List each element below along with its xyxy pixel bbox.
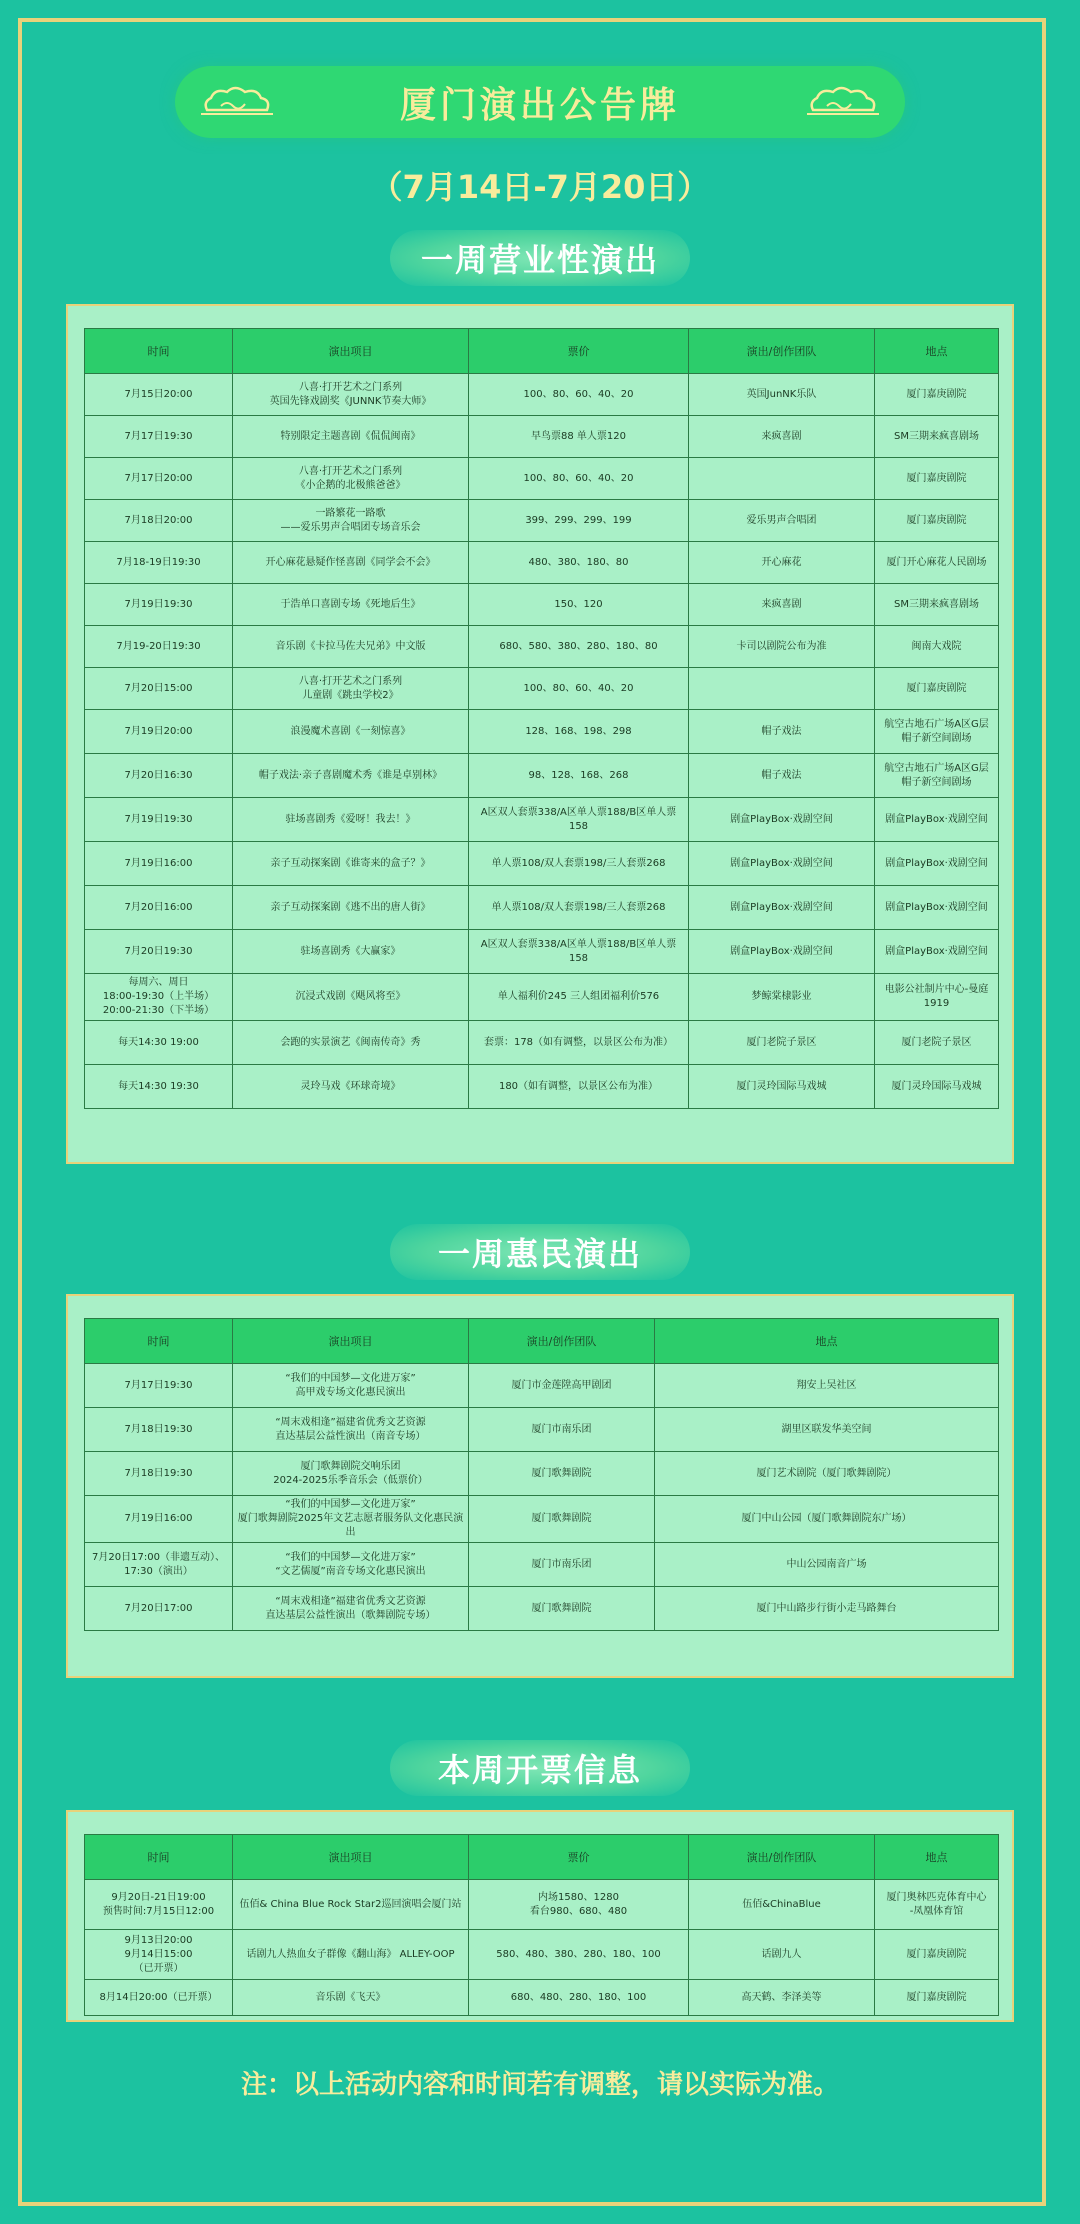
table-row bbox=[85, 842, 999, 886]
table-cell: 套票：178（如有调整，以景区公布为准） bbox=[469, 1021, 689, 1065]
table-cell: 特别限定主题喜剧《侃侃闽南》 bbox=[233, 416, 469, 458]
table-cell: 剧盒PlayBox·戏剧空间 bbox=[689, 930, 875, 974]
table-cell: 128、168、198、298 bbox=[469, 710, 689, 754]
column-header: 票价 bbox=[469, 1835, 689, 1880]
table-cell: 剧盒PlayBox·戏剧空间 bbox=[689, 798, 875, 842]
table-cell: 7月18日19:30 bbox=[85, 1408, 233, 1452]
auspicious-cloud-icon bbox=[807, 82, 879, 122]
table-cell: 伍佰& China Blue Rock Star2巡回演唱会厦门站 bbox=[233, 1880, 469, 1930]
column-header: 演出/创作团队 bbox=[689, 1835, 875, 1880]
column-header: 地点 bbox=[875, 329, 999, 374]
table-cell: 厦门嘉庚剧院 bbox=[875, 1980, 999, 2016]
table-cell: 480、380、180、80 bbox=[469, 542, 689, 584]
table-cell: 7月19日16:00 bbox=[85, 1496, 233, 1543]
column-header: 时间 bbox=[85, 1319, 233, 1364]
table-row bbox=[85, 458, 999, 500]
table-cell: 一路繁花一路歌 ——爱乐男声合唱团专场音乐会 bbox=[233, 500, 469, 542]
table-cell: 100、80、60、40、20 bbox=[469, 668, 689, 710]
table-cell: 厦门中山公园（厦门歌舞剧院东广场） bbox=[655, 1496, 999, 1543]
table-row bbox=[85, 754, 999, 798]
table-cell: 亲子互动探案剧《逃不出的唐人街》 bbox=[233, 886, 469, 930]
table-cell: 卡司以剧院公布为准 bbox=[689, 626, 875, 668]
column-header: 演出项目 bbox=[233, 1835, 469, 1880]
title-banner bbox=[175, 66, 905, 138]
table-cell: 厦门歌舞剧院 bbox=[469, 1496, 655, 1543]
table-cell: 8月14日20:00（已开票） bbox=[85, 1980, 233, 2016]
table-cell: SM三期来疯喜剧场 bbox=[875, 584, 999, 626]
table-row bbox=[85, 1543, 999, 1587]
column-header: 演出/创作团队 bbox=[689, 329, 875, 374]
table-cell: A区双人套票338/A区单人票188/B区单人票158 bbox=[469, 798, 689, 842]
table-row bbox=[85, 668, 999, 710]
table-cell: 7月19日16:00 bbox=[85, 842, 233, 886]
table-cell: 厦门灵玲国际马戏城 bbox=[689, 1065, 875, 1109]
table-row bbox=[85, 1930, 999, 1980]
table-cell: 7月17日20:00 bbox=[85, 458, 233, 500]
table-row bbox=[85, 1452, 999, 1496]
table-cell: 航空古地石广场A区G层 帽子新空间剧场 bbox=[875, 710, 999, 754]
table-row bbox=[85, 1496, 999, 1543]
table-cell: 7月19日19:30 bbox=[85, 584, 233, 626]
table-cell: 闽南大戏院 bbox=[875, 626, 999, 668]
table-cell: 7月19日20:00 bbox=[85, 710, 233, 754]
table-cell: 680、480、280、180、100 bbox=[469, 1980, 689, 2016]
table-cell: 厦门歌舞剧院 bbox=[469, 1587, 655, 1631]
public-panel bbox=[66, 1294, 1014, 1678]
table-cell: 厦门灵玲国际马戏城 bbox=[875, 1065, 999, 1109]
table-cell: 单人福利价245 三人组团福利价576 bbox=[469, 974, 689, 1021]
table-cell: 厦门市南乐团 bbox=[469, 1543, 655, 1587]
table-cell: 7月17日19:30 bbox=[85, 1364, 233, 1408]
table-cell: 7月18-19日19:30 bbox=[85, 542, 233, 584]
table-cell: 驻场喜剧秀《大赢家》 bbox=[233, 930, 469, 974]
commercial-table bbox=[84, 328, 999, 1109]
table-cell: 话剧九人热血女子群像《翻山海》 ALLEY-OOP bbox=[233, 1930, 469, 1980]
table-cell: 厦门歌舞剧院交响乐团 2024-2025乐季音乐会（低票价） bbox=[233, 1452, 469, 1496]
table-cell: 150、120 bbox=[469, 584, 689, 626]
table-cell: 厦门嘉庚剧院 bbox=[875, 668, 999, 710]
table-cell: 单人票108/双人套票198/三人套票268 bbox=[469, 842, 689, 886]
table-cell: 剧盒PlayBox·戏剧空间 bbox=[875, 798, 999, 842]
table-cell: 早鸟票88 单人票120 bbox=[469, 416, 689, 458]
table-row bbox=[85, 1065, 999, 1109]
table-cell bbox=[689, 458, 875, 500]
table-cell: 100、80、60、40、20 bbox=[469, 458, 689, 500]
table-cell: “周末戏相逢”福建省优秀文艺资源 直达基层公益性演出（南音专场） bbox=[233, 1408, 469, 1452]
table-cell: “我们的中国梦—文化进万家” 厦门歌舞剧院2025年文艺志愿者服务队文化惠民演出 bbox=[233, 1496, 469, 1543]
table-cell: 剧盒PlayBox·戏剧空间 bbox=[875, 842, 999, 886]
table-row bbox=[85, 542, 999, 584]
table-cell: 八喜·打开艺术之门系列 英国先锋戏剧奖《JUNNK节奏大师》 bbox=[233, 374, 469, 416]
table-cell: 灵玲马戏《环球奇境》 bbox=[233, 1065, 469, 1109]
table-cell: 580、480、380、280、180、100 bbox=[469, 1930, 689, 1980]
table-cell: 单人票108/双人套票198/三人套票268 bbox=[469, 886, 689, 930]
section-title-tickets: 本周开票信息 bbox=[390, 1740, 690, 1796]
table-cell: 98、128、168、268 bbox=[469, 754, 689, 798]
table-cell: 中山公园南音广场 bbox=[655, 1543, 999, 1587]
table-cell: 7月18日20:00 bbox=[85, 500, 233, 542]
table-row bbox=[85, 1980, 999, 2016]
table-row bbox=[85, 1880, 999, 1930]
table-cell: 湖里区联发华美空间 bbox=[655, 1408, 999, 1452]
table-cell: 7月17日19:30 bbox=[85, 416, 233, 458]
table-cell: 厦门嘉庚剧院 bbox=[875, 374, 999, 416]
table-cell: 680、580、380、280、180、80 bbox=[469, 626, 689, 668]
table-cell: 厦门中山路步行街小走马路舞台 bbox=[655, 1587, 999, 1631]
auspicious-cloud-icon bbox=[201, 82, 273, 122]
table-cell: 剧盒PlayBox·戏剧空间 bbox=[875, 930, 999, 974]
table-row bbox=[85, 930, 999, 974]
table-row bbox=[85, 416, 999, 458]
table-row bbox=[85, 584, 999, 626]
date-range: （7月14日-7月20日） bbox=[370, 168, 710, 206]
table-cell: 9月20日-21日19:00 预售时间:7月15日12:00 bbox=[85, 1880, 233, 1930]
table-cell: 7月19日19:30 bbox=[85, 798, 233, 842]
table-cell: 浪漫魔术喜剧《一刻惊喜》 bbox=[233, 710, 469, 754]
table-row bbox=[85, 626, 999, 668]
column-header: 时间 bbox=[85, 329, 233, 374]
table-cell: A区双人套票338/A区单人票188/B区单人票158 bbox=[469, 930, 689, 974]
table-cell: 每周六、周日 18:00-19:30（上半场） 20:00-21:30（下半场） bbox=[85, 974, 233, 1021]
table-cell: 于浩单口喜剧专场《死地后生》 bbox=[233, 584, 469, 626]
column-header: 演出/创作团队 bbox=[469, 1319, 655, 1364]
table-cell: 9月13日20:00 9月14日15:00 （已开票） bbox=[85, 1930, 233, 1980]
table-cell: 亲子互动探案剧《谁寄来的盒子？》 bbox=[233, 842, 469, 886]
section-title-commercial: 一周营业性演出 bbox=[390, 230, 690, 286]
table-cell: 100、80、60、40、20 bbox=[469, 374, 689, 416]
table-row bbox=[85, 710, 999, 754]
table-cell: 翔安上吴社区 bbox=[655, 1364, 999, 1408]
table-cell: 会跑的实景演艺《闽南传奇》秀 bbox=[233, 1021, 469, 1065]
table-row bbox=[85, 1021, 999, 1065]
table-cell: 7月20日19:30 bbox=[85, 930, 233, 974]
table-cell: 话剧九人 bbox=[689, 1930, 875, 1980]
table-cell: 每天14:30 19:30 bbox=[85, 1065, 233, 1109]
column-header: 票价 bbox=[469, 329, 689, 374]
table-cell: 音乐剧《卡拉马佐夫兄弟》中文版 bbox=[233, 626, 469, 668]
table-cell: 7月15日20:00 bbox=[85, 374, 233, 416]
table-cell: SM三期来疯喜剧场 bbox=[875, 416, 999, 458]
table-row bbox=[85, 886, 999, 930]
table-cell: 剧盒PlayBox·戏剧空间 bbox=[689, 842, 875, 886]
table-cell: 八喜·打开艺术之门系列 《小企鹅的北极熊爸爸》 bbox=[233, 458, 469, 500]
table-cell: 爱乐男声合唱团 bbox=[689, 500, 875, 542]
table-cell: 厦门奥林匹克体育中心 -凤凰体育馆 bbox=[875, 1880, 999, 1930]
column-header: 演出项目 bbox=[233, 329, 469, 374]
table-cell: 八喜·打开艺术之门系列 儿童剧《跳虫学校2》 bbox=[233, 668, 469, 710]
table-cell: 剧盒PlayBox·戏剧空间 bbox=[875, 886, 999, 930]
column-header: 地点 bbox=[875, 1835, 999, 1880]
table-cell: 厦门市南乐团 bbox=[469, 1408, 655, 1452]
table-cell: 驻场喜剧秀《爱呀！我去！》 bbox=[233, 798, 469, 842]
table-cell: 航空古地石广场A区G层 帽子新空间剧场 bbox=[875, 754, 999, 798]
table-cell: 厦门开心麻花人民剧场 bbox=[875, 542, 999, 584]
table-cell: 180（如有调整，以景区公布为准） bbox=[469, 1065, 689, 1109]
table-row bbox=[85, 1587, 999, 1631]
table-cell bbox=[689, 668, 875, 710]
table-cell: 英国JunNK乐队 bbox=[689, 374, 875, 416]
table-row bbox=[85, 500, 999, 542]
tickets-panel bbox=[66, 1810, 1014, 2022]
table-cell: 每天14:30 19:00 bbox=[85, 1021, 233, 1065]
table-cell: 剧盒PlayBox·戏剧空间 bbox=[689, 886, 875, 930]
table-cell: 开心麻花悬疑作怪喜剧《同学会不会》 bbox=[233, 542, 469, 584]
table-cell: 厦门艺术剧院（厦门歌舞剧院） bbox=[655, 1452, 999, 1496]
section-title-public: 一周惠民演出 bbox=[390, 1224, 690, 1280]
column-header: 演出项目 bbox=[233, 1319, 469, 1364]
table-cell: 7月18日19:30 bbox=[85, 1452, 233, 1496]
table-cell: “我们的中国梦—文化进万家” “文艺儒厦”南音专场文化惠民演出 bbox=[233, 1543, 469, 1587]
table-cell: “周末戏相逢”福建省优秀文艺资源 直达基层公益性演出（歌舞剧院专场） bbox=[233, 1587, 469, 1631]
footer-note: 注：以上活动内容和时间若有调整，请以实际为准。 bbox=[240, 2070, 839, 2100]
table-cell: 399、299、299、199 bbox=[469, 500, 689, 542]
table-cell: 7月19-20日19:30 bbox=[85, 626, 233, 668]
tickets-table bbox=[84, 1834, 999, 2016]
column-header: 时间 bbox=[85, 1835, 233, 1880]
table-cell: 7月20日17:00（非遗互动）、 17:30（演出） bbox=[85, 1543, 233, 1587]
table-row bbox=[85, 374, 999, 416]
table-cell: 梦鲸棠棣影业 bbox=[689, 974, 875, 1021]
table-row bbox=[85, 974, 999, 1021]
table-cell: 沉浸式戏剧《飓风将至》 bbox=[233, 974, 469, 1021]
table-cell: 帽子戏法 bbox=[689, 710, 875, 754]
commercial-panel bbox=[66, 304, 1014, 1164]
table-cell: 开心麻花 bbox=[689, 542, 875, 584]
column-header: 地点 bbox=[655, 1319, 999, 1364]
table-cell: 帽子戏法 bbox=[689, 754, 875, 798]
table-row bbox=[85, 798, 999, 842]
table-cell: 高天鹤、李泽美等 bbox=[689, 1980, 875, 2016]
table-cell: 厦门老院子景区 bbox=[689, 1021, 875, 1065]
public-table bbox=[84, 1318, 999, 1631]
table-cell: 7月20日16:00 bbox=[85, 886, 233, 930]
table-cell: “我们的中国梦—文化进万家” 高甲戏专场文化惠民演出 bbox=[233, 1364, 469, 1408]
table-cell: 7月20日15:00 bbox=[85, 668, 233, 710]
table-cell: 厦门老院子景区 bbox=[875, 1021, 999, 1065]
table-cell: 来疯喜剧 bbox=[689, 416, 875, 458]
table-cell: 电影公社制片中心-曼庭1919 bbox=[875, 974, 999, 1021]
table-cell: 7月20日16:30 bbox=[85, 754, 233, 798]
table-cell: 来疯喜剧 bbox=[689, 584, 875, 626]
table-cell: 厦门歌舞剧院 bbox=[469, 1452, 655, 1496]
table-cell: 伍佰&ChinaBlue bbox=[689, 1880, 875, 1930]
table-cell: 内场1580、1280 看台980、680、480 bbox=[469, 1880, 689, 1930]
page-title: 厦门演出公告牌 bbox=[399, 84, 680, 126]
table-cell: 帽子戏法·亲子喜剧魔术秀《谁是卓别林》 bbox=[233, 754, 469, 798]
table-cell: 厦门嘉庚剧院 bbox=[875, 458, 999, 500]
table-cell: 7月20日17:00 bbox=[85, 1587, 233, 1631]
table-cell: 音乐剧《飞天》 bbox=[233, 1980, 469, 2016]
table-row bbox=[85, 1408, 999, 1452]
table-cell: 厦门嘉庚剧院 bbox=[875, 1930, 999, 1980]
table-row bbox=[85, 1364, 999, 1408]
table-cell: 厦门市金莲陞高甲剧团 bbox=[469, 1364, 655, 1408]
table-cell: 厦门嘉庚剧院 bbox=[875, 500, 999, 542]
